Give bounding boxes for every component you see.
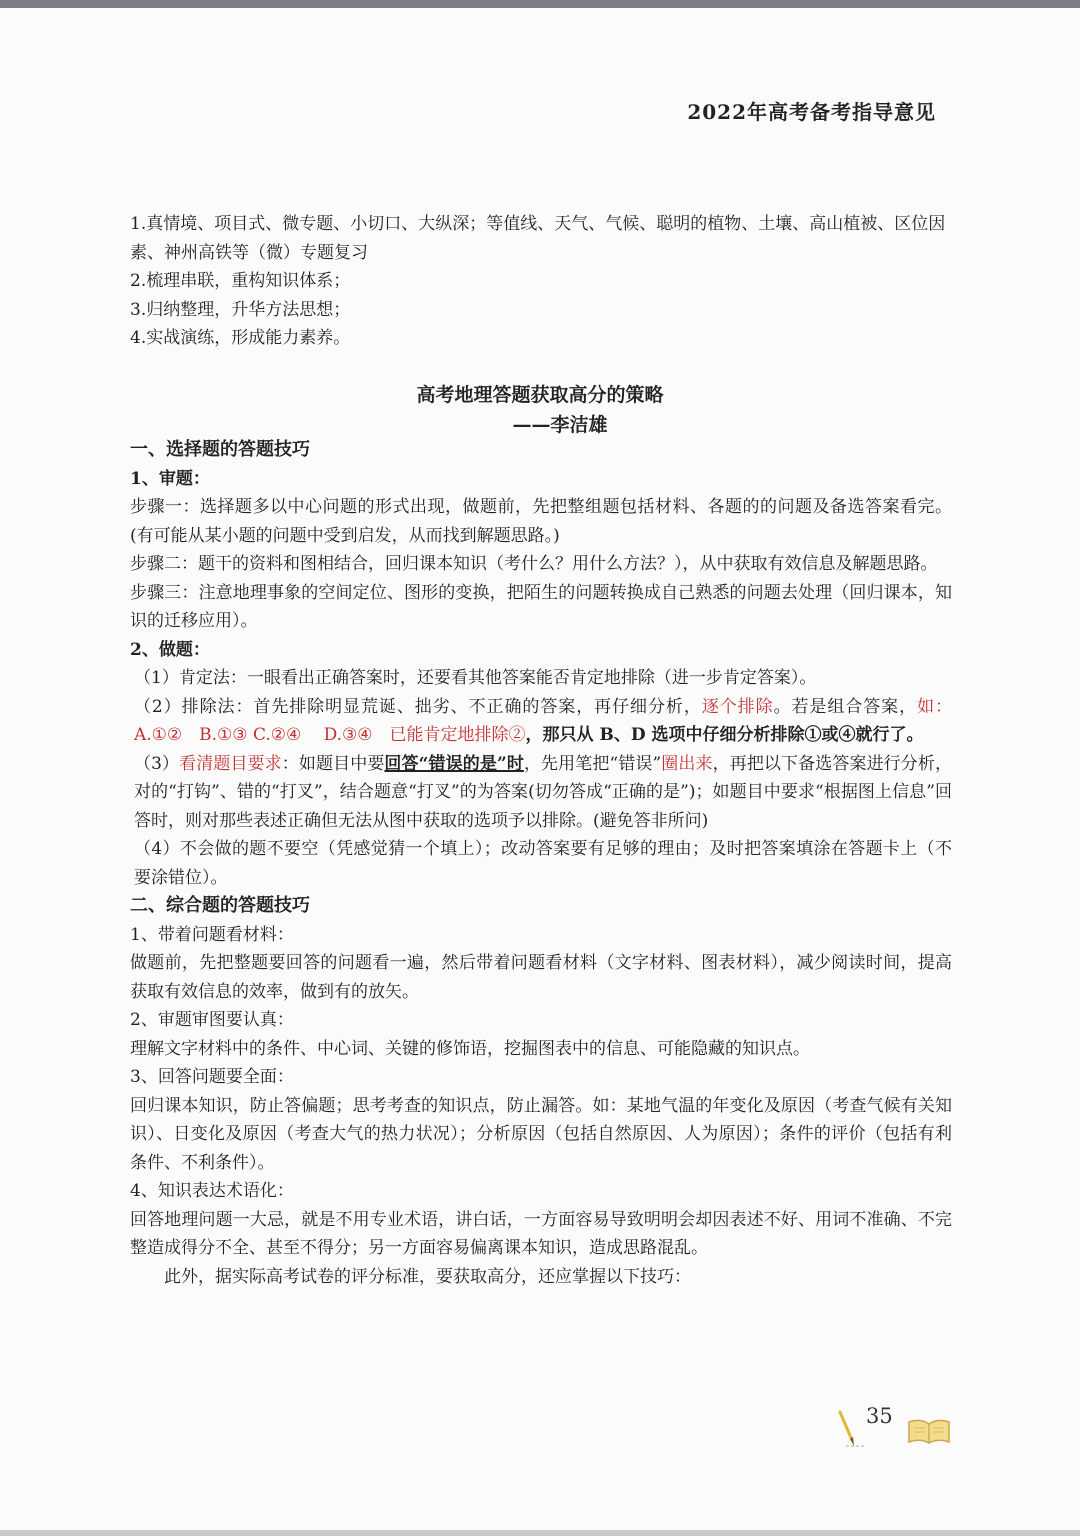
method-2-text-a: （2）排除法：首先排除明显荒诞、拙劣、不正确的答案，再仔细分析，: [134, 696, 702, 717]
intro-item-2: 2.梳理串联，重构知识体系；: [130, 271, 351, 291]
page-footer: [836, 1404, 956, 1450]
article-title: 高考地理答题获取高分的策略: [416, 384, 664, 406]
section1-sub2: 2、做题：: [130, 639, 210, 660]
method-2-text-c: 。若是组合答案，: [773, 696, 918, 717]
page-number: 35: [866, 1404, 893, 1428]
section2-heading: 二、综合题的答题技巧: [130, 895, 310, 916]
intro-item-3: 3.归纳整理，升华方法思想；: [130, 299, 351, 320]
method-3-text-e: ，先用笔把“错误”: [523, 753, 662, 774]
method-3: [130, 750, 952, 836]
step-1: 步骤一：选择题多以中心问题的形式出现，做题前，先把整组题包括材料、各题的的问题及备选答案看完。(有可能从某小题的问题中受到启发，从而找到解题思路。): [130, 497, 952, 546]
book-icon: [906, 1416, 952, 1446]
method-4: （4）不会做的题不要空（凭感觉猜一个填上）；改动答案要有足够的理由；及时把答案填涂在答题卡上（不要涂错位）。: [134, 839, 952, 888]
method-3-text-c: ：如题目中要: [281, 753, 385, 774]
closing-text: 此外，据实际高考试卷的评分标准，要获取高分，还应掌握以下技巧：: [164, 1266, 691, 1287]
intro-item-4: 4.实战演练，形成能力素养。: [130, 328, 351, 348]
tip-1-text: 做题前，先把整题要回答的问题看一遍，然后带着问题看材料（文字材料、图表材料），减少阅读时间，提高获取有效信息的效率，做到有的放矢。: [130, 953, 952, 1002]
article-body: [130, 436, 952, 1291]
article-author: ——李洁雄: [512, 414, 608, 436]
method-3-circle-out: 圈出来: [661, 753, 713, 774]
tip-3-text: 回归课本知识，防止答偏题；思考考查的知识点，防止漏答。如：某地气温的年变化及原因（考查气候有关知识）、日变化及原因（考查大气的热力状况）；分析原因（包括自然原因、人为原因）；条件的评价（包括有利条件、不利条件）。: [130, 1095, 952, 1173]
intro-list: [130, 210, 952, 353]
method-3-underlined: 回答“错误的是”时: [384, 753, 524, 774]
method-2: [130, 693, 952, 750]
document-page: [0, 8, 1080, 1530]
method-1: （1）肯定法：一眼看出正确答案时，还要看其他答案能否肯定地排除（进一步肯定答案）。: [134, 668, 817, 688]
bottom-border: [0, 1530, 1080, 1536]
article-heading: [0, 380, 1080, 440]
top-border: [0, 0, 1080, 8]
tip-4-heading: 4、知识表达术语化：: [130, 1181, 294, 1201]
tip-2-heading: 2、审题审图要认真：: [130, 1010, 294, 1030]
intro-item-1: 1.真情境、项目式、微专题、小切口、大纵深；等值线、天气、气候、聪明的植物、土壤、高山植被、区位因素、神州高铁等（微）专题复习: [130, 214, 946, 263]
section1-heading: 一、选择题的答题技巧: [130, 439, 310, 460]
method-2-conclusion: ，那只从 B、D 选项中仔细分析排除①或④就行了。: [525, 725, 924, 745]
method-3-text-g: ，再把以下备选答案进行分析，对的“打钩”、错的“打叉”，结合题意“打叉”的为答案(切勿答成“正确的是”)；如题目中要求“根据图上信息”回答时，则对那些表述正确但无法从图中获取的选项予以排除。(避免答非所问): [134, 753, 952, 831]
step-2: 步骤二：题干的资料和图相结合，回归课本知识（考什么？用什么方法？），从中获取有效信息及解题思路。: [130, 554, 938, 574]
pencil-icon: [836, 1406, 864, 1452]
method-3-highlight: 看清题目要求: [179, 753, 282, 774]
method-2-highlight: 逐个排除: [701, 696, 774, 717]
tip-2-text: 理解文字材料中的条件、中心词、关键的修饰语，挖掘图表中的信息、可能隐藏的知识点。: [130, 1038, 810, 1059]
method-3-num: （3）: [134, 753, 180, 774]
step-3: 步骤三：注意地理事象的空间定位、图形的变换，把陌生的问题转换成自己熟悉的问题去处理（回归课本，知识的迁移应用）。: [130, 582, 952, 631]
method-2-example: 如：A.①② B.①③ C.②④ D.③④ 已能肯定地排除②: [134, 696, 952, 745]
tip-1-heading: 1、带着问题看材料：: [130, 924, 294, 945]
tip-4-text: 回答地理问题一大忌，就是不用专业术语，讲白话，一方面容易导致明明会却因表述不好、用词不准确、不完整造成得分不全、甚至不得分；另一方面容易偏离课本知识，造成思路混乱。: [130, 1209, 952, 1258]
section1-sub1: 1、审题：: [130, 468, 210, 489]
page-header-title: 2022年高考备考指导意见: [687, 100, 936, 124]
tip-3-heading: 3、回答问题要全面：: [130, 1067, 294, 1087]
